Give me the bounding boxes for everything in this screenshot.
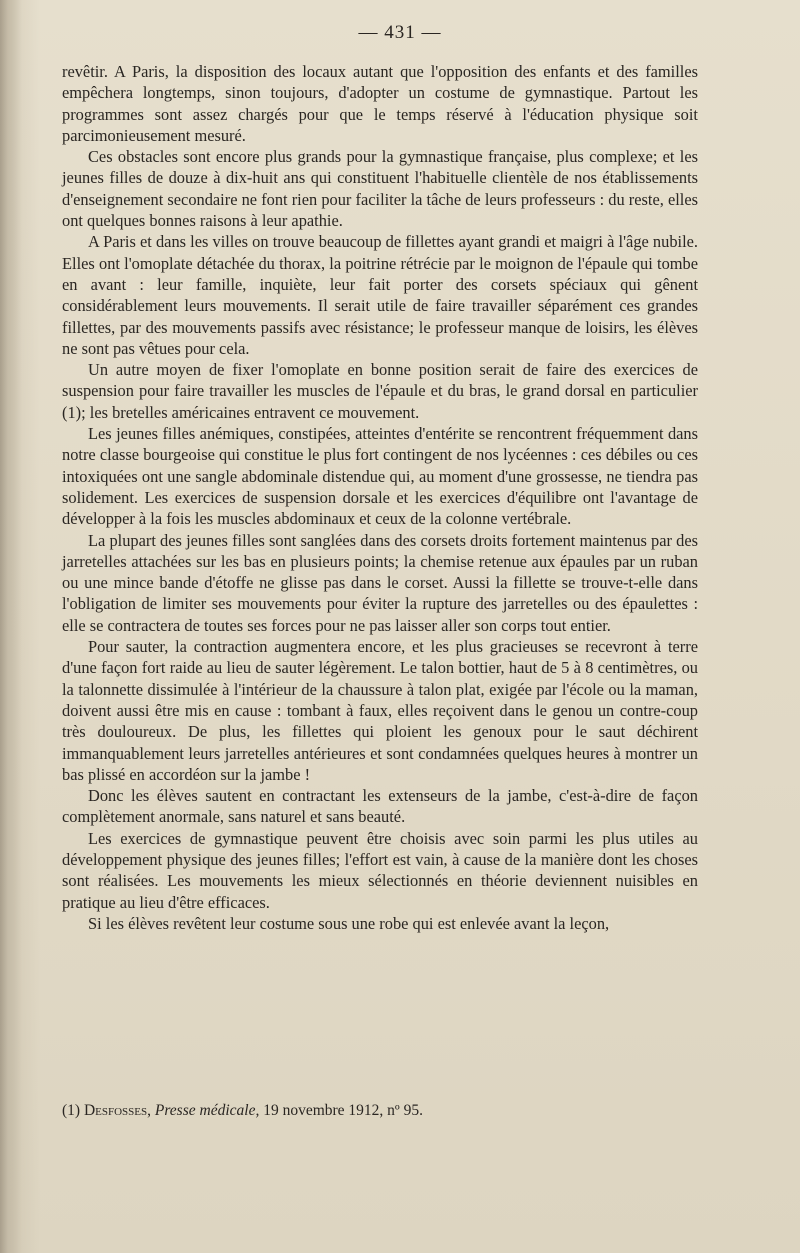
binding-shadow	[0, 0, 22, 1253]
body-text	[62, 61, 698, 934]
paragraph-5: Les jeunes filles anémiques, constipées, atteintes d'entérite se rencontrent fréquemment dans notre classe bourgeoise qui constitue le plus fort contingent de nos lycéennes : ces débiles ou ces intoxiquées ont une sangle abdominale distendue qui, au moment d'une grossesse, ne tiendra pas solidement. Les exercices de suspension dorsale et les exercices d'équilibre ont l'avantage de développer à la fois les muscles abdominaux et ceux de la colonne vertébrale.	[62, 424, 698, 529]
paragraph-10: Si les élèves revêtent leur costume sous une robe qui est enlevée avant la leçon,	[88, 913, 610, 933]
page-number: — 431 —	[358, 22, 442, 43]
footnote-marker: (1)	[62, 1102, 81, 1119]
paragraph-7: Pour sauter, la contraction augmentera encore, et les plus gracieuses se recevront à terre d'une façon fort raide au lieu de sauter légèrement. Le talon bottier, haut de 5 à 8 centimètres, ou la talonnette dissimulée à l'intérieur de la chaussure à talon plat, exigée par l'école ou la maman, doivent aussi être mis en cause : tombant à faux, elles reçoivent dans le genou un contre-coup très douloureux. De plus, les fillettes qui ploient les genoux pour le saut déchirent immanquablement leurs jarretelles antérieures et sont condamnées quelques heures à montrer un bas plissé en accordéon sur la jambe !	[62, 637, 698, 784]
footnote-citation: 19 novembre 1912, nº 95.	[263, 1102, 423, 1119]
paragraph-4: Un autre moyen de fixer l'omoplate en bonne position serait de faire des exercices de suspension pour faire travailler les muscles de l'épaule et du bras, le grand dorsal en particulier (1); les bretelles américaines entravent ce mouvement.	[62, 360, 698, 422]
paragraph-2: Ces obstacles sont encore plus grands pour la gymnastique française, plus complexe; et les jeunes filles de douze à dix-huit ans qui constituent l'habituelle clientèle de nos établissements d'enseignement secondaire ne font rien pour faciliter la tâche de leurs professeurs : du reste, elles ont quelques bonnes raisons à leur apathie.	[62, 147, 698, 231]
paragraph-6: La plupart des jeunes filles sont sanglées dans des corsets droits fortement maintenus par des jarretelles attachées sur les bas en plusieurs points; la chemise retenue aux épaules par un ruban ou une mince bande d'étoffe ne glisse pas dans le corset. Aussi la fillette se trouve-t-elle dans l'obligation de limiter ses mouvements pour éviter la rupture des jarretelles ou des épaulettes : elle se contractera de toutes ses forces pour ne pas laisser aller son corps tout entier.	[62, 530, 698, 635]
paragraph-8: Donc les élèves sautent en contractant les extenseurs de la jambe, c'est-à-dire de façon complètement anormale, sans naturel et sans beauté.	[62, 786, 698, 827]
paragraph-3: A Paris et dans les villes on trouve beaucoup de fillettes ayant grandi et maigri à l'âge nubile. Elles ont l'omoplate détachée du thorax, la poitrine rétrécie par le moignon de l'épaule qui tombe en avant : leur famille, inquiète, leur fait porter des corsets spéciaux qui gênent considérablement leurs mouvements. Il serait utile de faire travailler séparément ces grandes fillettes, par des mouvements passifs avec résistance; le professeur manque de loisirs, les élèves ne sont pas vêtues pour cela.	[62, 232, 698, 358]
footnote-journal: Presse médicale,	[154, 1102, 260, 1119]
paragraph-1: revêtir. A Paris, la disposition des locaux autant que l'opposition des enfants et des familles empêchera longtemps, sinon toujours, d'adopter un costume de gymnastique. Partout les programmes sont assez chargés pour que le temps réservé à l'éducation physique soit parcimonieusement mesuré.	[62, 62, 698, 145]
footnote	[62, 1101, 698, 1121]
paragraph-9: Les exercices de gymnastique peuvent être choisis avec soin parmi les plus utiles au développement physique des jeunes filles; l'effort est vain, à cause de la manière dont les choses sont réalisées. Les mouvements les mieux sélectionnés en théorie deviennent nuisibles en pratique au lieu d'être efficaces.	[62, 828, 698, 912]
footnote-author: Desfosses,	[83, 1102, 151, 1119]
